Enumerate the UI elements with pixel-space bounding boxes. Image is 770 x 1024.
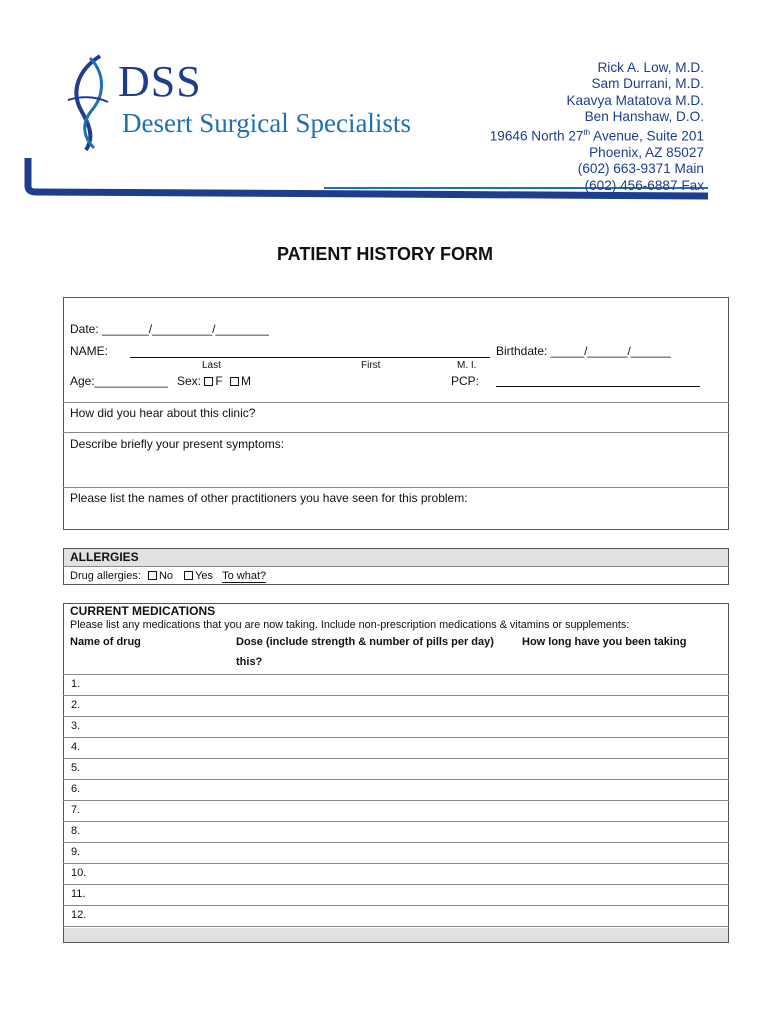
- logo-practice-name: Desert Surgical Specialists: [122, 108, 411, 138]
- allergies-yes-label: Yes: [195, 570, 214, 582]
- medication-row-number: 4.: [71, 741, 81, 753]
- medication-row[interactable]: [63, 738, 729, 759]
- column-name-of-drug: Name of drug: [70, 636, 141, 648]
- drug-allergies-label: Drug allergies:: [70, 570, 141, 582]
- medication-row-number: 3.: [71, 720, 81, 732]
- city-state-zip: Phoenix, AZ 85027: [589, 145, 704, 161]
- middle-initial-label: M. I.: [457, 360, 477, 371]
- column-duration: How long have you been taking: [522, 636, 687, 648]
- allergies-no-checkbox[interactable]: [148, 571, 157, 580]
- column-duration-cont: this?: [236, 656, 263, 668]
- date-field[interactable]: Date: _______/_________/________: [70, 322, 269, 336]
- street-address: [490, 125, 704, 145]
- other-practitioners-field[interactable]: Please list the names of other practitioners you have seen for this problem:: [70, 491, 468, 505]
- sex-f-checkbox[interactable]: [204, 377, 213, 386]
- phone-main: (602) 663-9371 Main: [577, 161, 704, 177]
- column-dose: Dose (include strength & number of pills per day): [236, 636, 494, 648]
- logo-abbreviation: DSS: [118, 57, 202, 106]
- drug-allergies-row: [70, 570, 266, 582]
- present-symptoms-field[interactable]: Describe briefly your present symptoms:: [70, 437, 285, 451]
- divider: [63, 566, 729, 567]
- sex-label: Sex:: [177, 374, 202, 388]
- allergies-to-what-field[interactable]: To what?: [222, 570, 267, 582]
- street-suffix: Avenue, Suite 201: [590, 128, 704, 144]
- medications-instructions: Please list any medications that you are now taking. Include non-prescription medications & vitamins or supplements:: [70, 619, 630, 631]
- phone-fax: (602) 456-6887 Fax: [584, 177, 704, 193]
- street-prefix: 19646 North 27: [489, 128, 584, 144]
- name-label: NAME:: [70, 344, 109, 358]
- practice-address-block: [490, 60, 704, 194]
- medication-row-number: 10.: [71, 867, 87, 879]
- medications-footer-bar: [64, 928, 728, 942]
- hear-about-clinic-field[interactable]: How did you hear about this clinic?: [70, 406, 256, 420]
- physician-1: Rick A. Low, M.D.: [597, 60, 704, 75]
- allergies-heading: ALLERGIES: [70, 550, 139, 564]
- first-name-label: First: [361, 360, 381, 371]
- divider: [63, 487, 729, 488]
- medication-row[interactable]: [63, 822, 729, 843]
- medication-row-number: 8.: [71, 825, 81, 837]
- physician-4: Ben Hanshaw, D.O.: [584, 108, 704, 124]
- street-ordinal-suffix: th: [583, 128, 591, 138]
- medication-row[interactable]: [63, 675, 729, 696]
- page-title: PATIENT HISTORY FORM: [276, 244, 493, 264]
- pcp-label: PCP:: [451, 374, 480, 388]
- medication-row[interactable]: [63, 780, 729, 801]
- medication-row-number: 11.: [71, 888, 86, 900]
- sex-m-checkbox[interactable]: [230, 377, 239, 386]
- allergies-heading-bar: [64, 549, 728, 566]
- medication-row-number: 12.: [71, 909, 87, 921]
- birthdate-field[interactable]: Birthdate: _____/______/______: [496, 344, 671, 358]
- divider: [63, 432, 729, 433]
- divider: [63, 926, 729, 927]
- sex-f-label: F: [215, 374, 223, 388]
- medication-row[interactable]: [63, 864, 729, 885]
- pcp-field[interactable]: [496, 386, 700, 387]
- allergies-no-label: No: [158, 570, 174, 582]
- sex-field: [177, 374, 251, 388]
- sex-m-label: M: [241, 374, 252, 388]
- medication-row[interactable]: [63, 885, 729, 906]
- medication-row-number: 2.: [71, 699, 81, 711]
- medication-row-number: 9.: [71, 846, 81, 858]
- age-field[interactable]: Age:___________: [70, 374, 169, 388]
- medication-row[interactable]: [63, 759, 729, 780]
- medication-row-number: 1.: [71, 678, 81, 690]
- medication-row[interactable]: [63, 801, 729, 822]
- medication-row-number: 5.: [71, 762, 81, 774]
- medication-row[interactable]: [63, 843, 729, 864]
- medication-row[interactable]: [63, 696, 729, 717]
- medication-row[interactable]: [63, 717, 729, 738]
- medications-heading: CURRENT MEDICATIONS: [70, 604, 216, 618]
- name-field[interactable]: [130, 357, 490, 358]
- medication-row-number: 6.: [71, 783, 81, 795]
- allergies-yes-checkbox[interactable]: [184, 571, 193, 580]
- physician-3: Kaavya Matatova M.D.: [566, 92, 704, 108]
- physician-2: Sam Durrani, M.D.: [591, 76, 704, 92]
- medication-row[interactable]: [63, 906, 729, 927]
- medication-row-number: 7.: [71, 804, 81, 816]
- last-name-label: Last: [202, 360, 221, 371]
- divider: [63, 402, 729, 403]
